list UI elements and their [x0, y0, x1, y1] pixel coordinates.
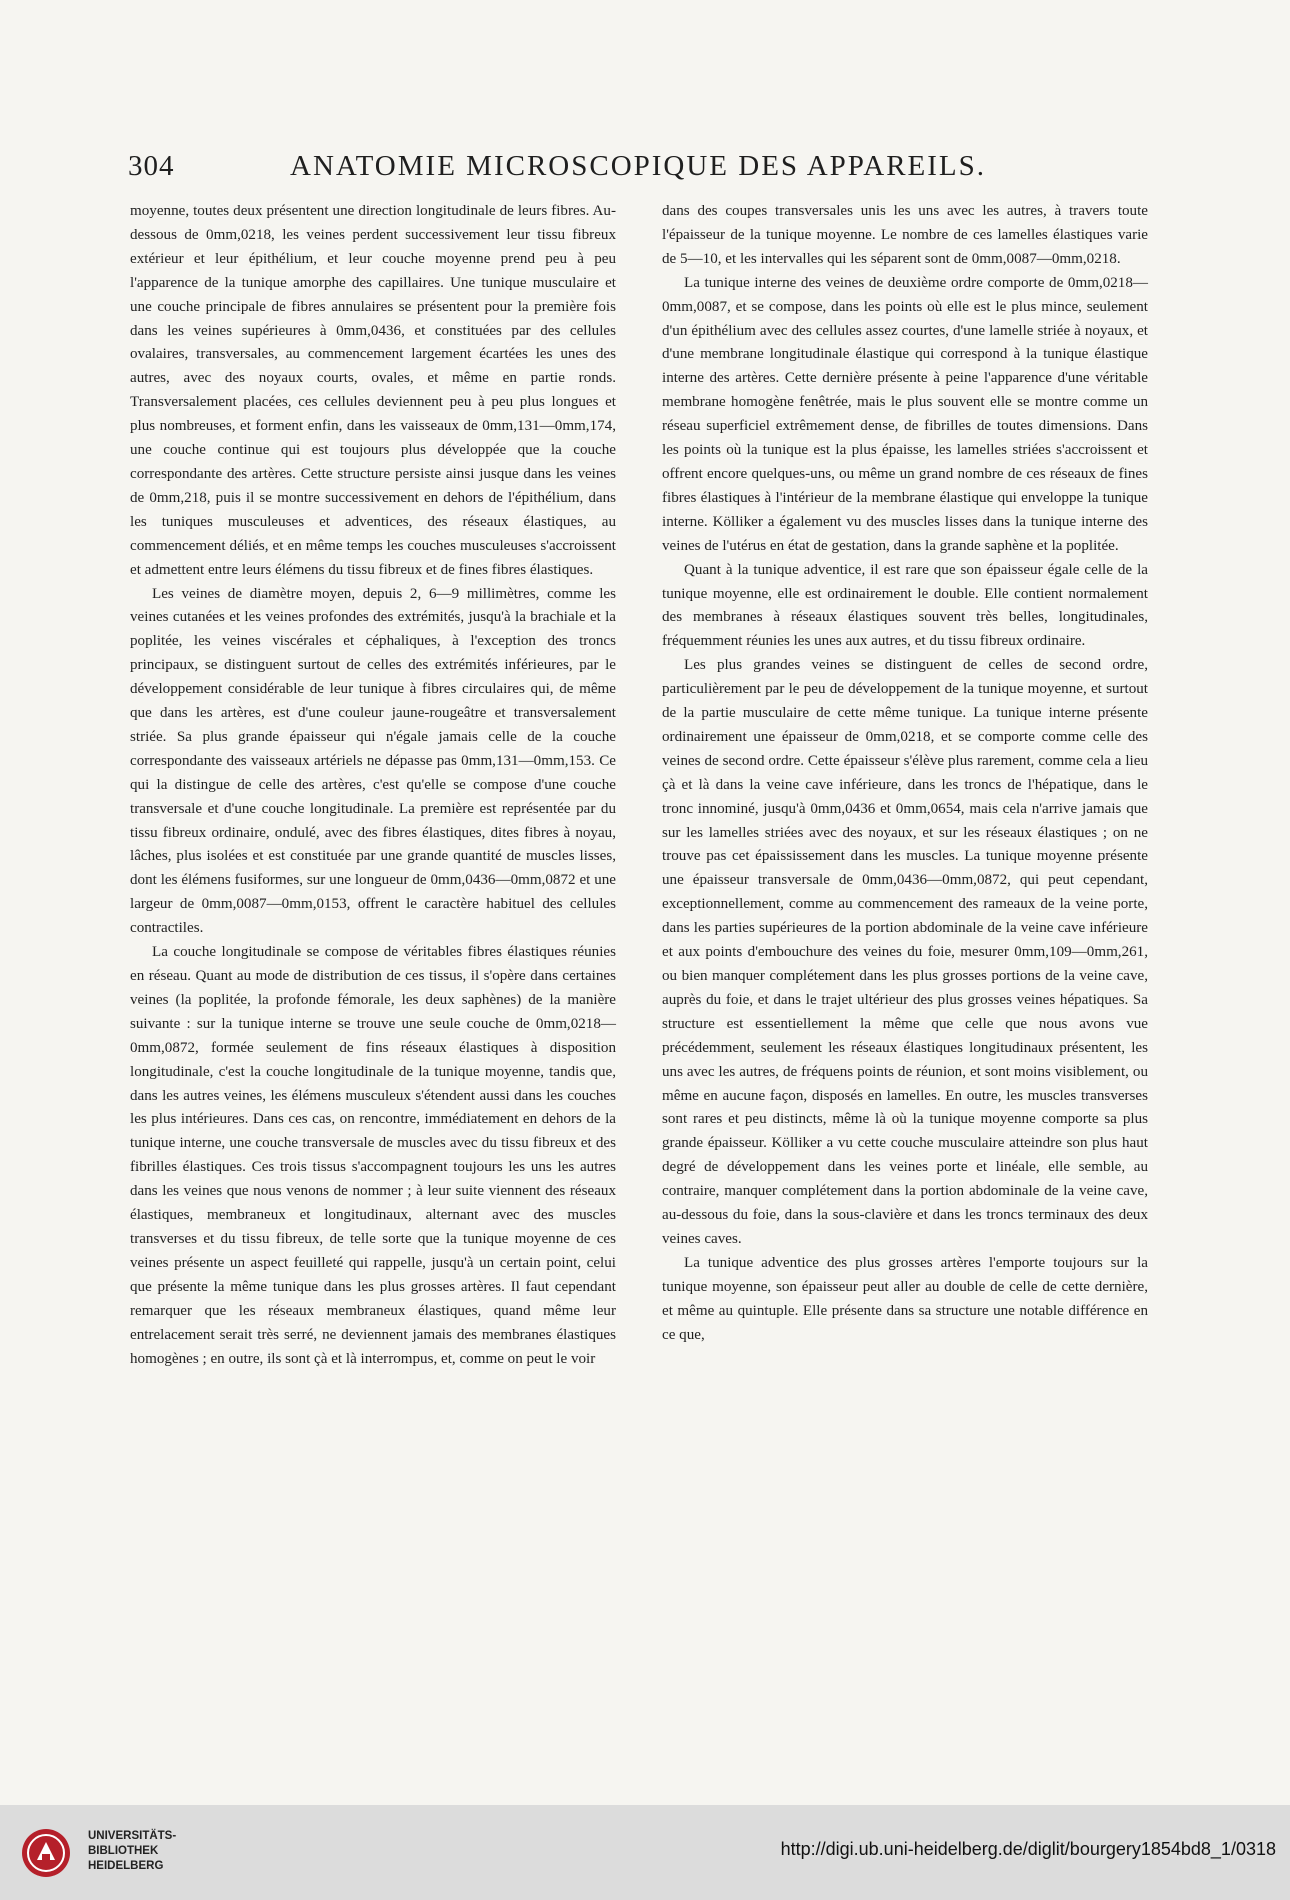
- left-text-column: [130, 200, 616, 1371]
- paragraph: La couche longitudinale se compose de véritables fibres élastiques réunies en réseau. Quant au mode de distribution de ces tissus, il s'opère dans certaines veines (la poplitée, la profonde fémorale, les deux saphènes) de la manière suivante : sur la tunique interne se trouve une seule couche de 0mm,0218—0mm,0872, formée seulement de fins réseaux élastiques à disposition longitudinale, c'est la couche longitudinale de la tunique moyenne, tandis que, dans les autres veines, les élémens musculeux s'étendent aussi dans les couches les plus intérieures. Dans ces cas, on rencontre, immédiatement en dehors de la tunique interne, une couche transversale de muscles avec du tissu fibreux et des fibrilles élastiques. Ces trois tissus s'accompagnent toujours les uns les autres dans les veines que nous venons de nommer ; à leur suite viennent des réseaux élastiques, membraneux et longitudinaux, alternant avec des muscles transverses et du tissu fibreux, de telle sorte que la tunique moyenne de ces veines présente un aspect feuilleté qui rappelle, jusqu'à un certain point, celui que présente la même tunique dans les plus grosses artères. Il faut cependant remarquer que les réseaux membraneux élastiques, quand même leur entrelacement serait très serré, ne deviennent jamais des membranes élastiques homogènes ; en outre, ils sont çà et là interrompus, et, comme on peut le voir: [130, 944, 616, 1367]
- library-name-line: BIBLIOTHEK: [88, 1845, 159, 1857]
- paragraph: dans des coupes transversales unis les uns avec les autres, à travers toute l'épaisseur de la tunique moyenne. Le nombre de ces lamelles élastiques varie de 5—10, et les intervalles qui les séparent sont de 0mm,0087—0mm,0218.: [662, 203, 1148, 267]
- digitization-footer: [0, 1805, 1290, 1900]
- paragraph: La tunique adventice des plus grosses artères l'emporte toujours sur la tunique moyenne, son épaisseur peut aller au double de celle de cette dernière, et même au quintuple. Elle présente dans sa structure une notable différence en ce que,: [662, 1254, 1148, 1343]
- page-number: 304: [128, 150, 175, 182]
- running-title: ANATOMIE MICROSCOPIQUE DES APPAREILS.: [290, 150, 986, 182]
- page-header: [128, 150, 1148, 190]
- paragraph: Quant à la tunique adventice, il est rare que son épaisseur égale celle de la tunique moyenne, elle est ordinairement le double. Elle contient normalement des membranes à réseaux élastiques souvent très belles, longitudinales, fréquemment réunies les unes aux autres, et du tissu fibreux ordinaire.: [662, 561, 1148, 650]
- paragraph: Les veines de diamètre moyen, depuis 2, 6—9 millimètres, comme les veines cutanées et les veines profondes des extrémités, jusqu'à la brachiale et la poplitée, les veines viscérales et céphaliques, à l'exception des troncs principaux, se distinguent surtout de celles des extrémités inférieures, par le développement considérable de leur tunique à fibres circulaires qui, de même que dans les artères, est d'une couleur jaune-rougeâtre et transversalement striée. Sa plus grande épaisseur qui n'égale jamais celle de la couche correspondante des vaisseaux artériels ne dépasse pas 0mm,131—0mm,153. Ce qui la distingue de celle des artères, c'est qu'elle se compose d'une couche transversale et d'une couche longitudinale. La première est représentée par du tissu fibreux ordinaire, ondulé, avec des fibres élastiques, dites fibres à noyau, lâches, plus isolées et est constituée par une grande quantité de muscles lisses, dont les élémens fusiformes, sur une longueur de 0mm,0436—0mm,0872 et une largeur de 0mm,0087—0mm,0153, offrent le caractère habituel des cellules contractiles.: [130, 585, 616, 937]
- paragraph: moyenne, toutes deux présentent une direction longitudinale de leurs fibres. Au-dessous de 0mm,0218, les veines perdent successivement leur tissu fibreux extérieur et leur épithélium, et leur couche moyenne prend peu à peu l'apparence de la tunique amorphe des capillaires. Une tunique musculaire et une couche principale de fibres annulaires se présentent pour la première fois dans les veines supérieures à 0mm,0436, et constituées par des cellules ovalaires, transversales, au commencement largement écartées les unes des autres, avec des noyaux courts, ovales, et même en partie ronds. Transversalement placées, ces cellules deviennent peu à peu plus longues et plus nombreuses, et forment enfin, dans les vaisseaux de 0mm,131—0mm,174, une couche continue qui est toujours plus développée que la couche correspondante des artères. Cette structure persiste ainsi jusque dans les veines de 0mm,218, puis il se montre successivement en dehors de l'épithélium, dans les tuniques musculeuses et adventices, des réseaux élastiques, au commencement déliés, et en même temps les couches musculeuses s'accroissent et admettent entre leurs élémens du tissu fibreux et de fines fibres élastiques.: [130, 203, 616, 578]
- right-text-column: [662, 200, 1148, 1348]
- library-name-line: UNIVERSITÄTS-: [88, 1830, 177, 1842]
- university-seal-icon: [20, 1827, 72, 1879]
- library-name-line: HEIDELBERG: [88, 1860, 164, 1872]
- library-name: [88, 1829, 176, 1874]
- source-url-link[interactable]: http://digi.ub.uni-heidelberg.de/diglit/bourgery1854bd8_1/0318: [780, 1839, 1276, 1859]
- paragraph: La tunique interne des veines de deuxième ordre comporte de 0mm,0218—0mm,0087, et se compose, dans les points où elle est le plus mince, seulement d'un épithélium avec des cellules assez courtes, d'une lamelle striée à noyaux, et d'une membrane longitudinale élastique qui correspond à la tunique élastique interne des artères. Cette dernière présente à peine l'apparence d'une véritable membrane homogène fenêtrée, mais le plus souvent elle se montre comme un réseau superficiel extrêmement dense, de fibrilles de toutes dimensions. Dans les points où la tunique est la plus épaisse, les lamelles striées s'accroissent et offrent encore quelques-uns, ou même un grand nombre de ces réseaux de fines fibres élastiques à l'intérieur de la membrane élastique qui enveloppe la tunique interne. Kölliker a également vu des muscles lisses dans la tunique interne des veines de l'utérus en état de gestation, dans la grande saphène et la poplitée.: [662, 274, 1148, 554]
- paragraph: Les plus grandes veines se distinguent de celles de second ordre, particulièrement par le peu de développement de la tunique moyenne, et surtout de la partie musculaire de cette même tunique. La tunique interne présente ordinairement une épaisseur de 0mm,0218, et se comporte comme celle des veines de second ordre. Cette épaisseur s'élève plus rarement, comme cela a lieu çà et là dans la veine cave inférieure, dans les troncs de l'hépatique, dans le tronc innominé, jusqu'à 0mm,0436 et 0mm,0654, mais cela n'arrive jamais que sur les lamelles striées avec des noyaux, et sur les réseaux élastiques ; on ne trouve pas cet épaississement dans les muscles. La tunique moyenne présente une épaisseur transversale de 0mm,0436—0mm,0872, qui peut cependant, exceptionnellement, comme au commencement des rameaux de la veine porte, dans les parties supérieures de la portion abdominale de la veine cave inférieure et aux points d'embouchure des veines du foie, mesurer 0mm,109—0mm,261, ou bien manquer complétement dans les plus grosses portions de la veine cave, auprès du foie, et dans le trajet ultérieur des plus grosses veines hépatiques. Sa structure est essentiellement la même que celle que nous avons vue précédemment, seulement les réseaux élastiques longitudinaux présentent, les uns avec les autres, de fréquens points de réunion, et sont moins visiblement, ou même en aucune façon, disposés en lamelles. En outre, les muscles transverses sont rares et peu distincts, même là où la tunique moyenne comporte sa plus grande épaisseur. Kölliker a vu cette couche musculaire atteindre son plus haut degré de développement dans les veines porte et linéale, elle semble, au contraire, manquer complétement dans la portion abdominale de la veine cave, au-dessous du foie, dans la sous-clavière et dans les troncs terminaux des deux veines caves.: [662, 657, 1148, 1247]
